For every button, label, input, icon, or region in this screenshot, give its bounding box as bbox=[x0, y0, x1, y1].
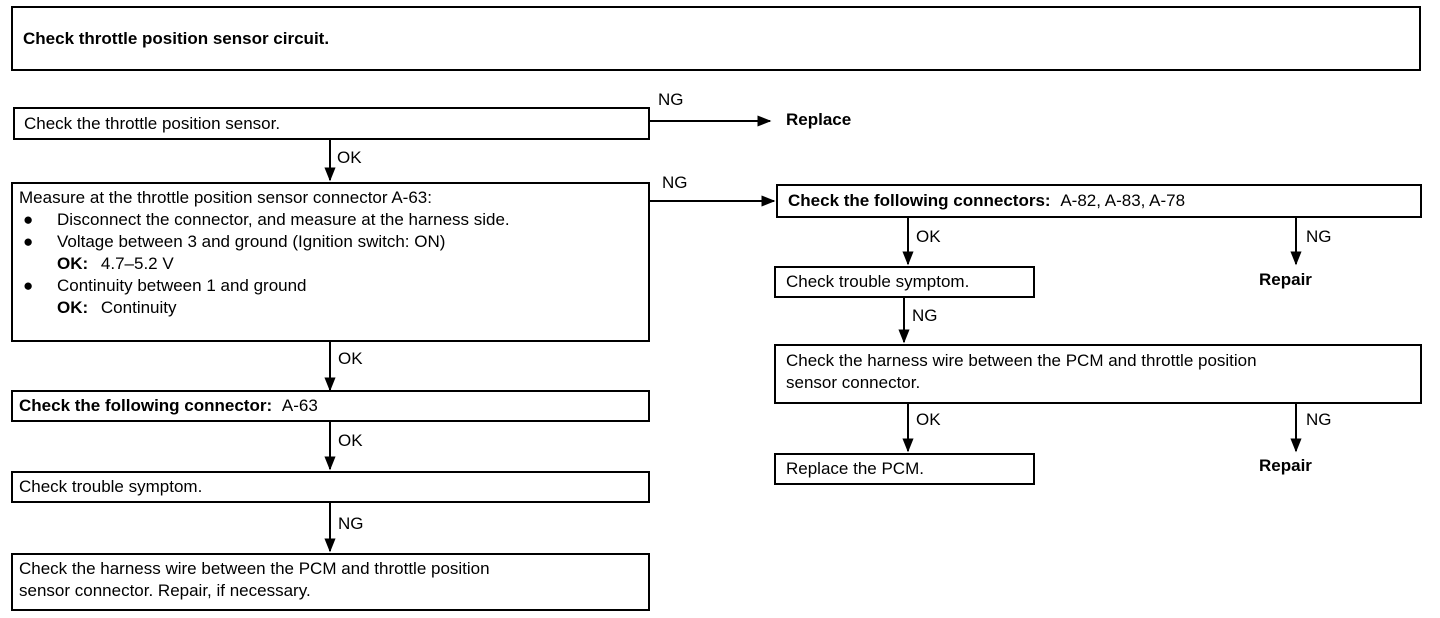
ok-label-r3: OK bbox=[916, 410, 941, 429]
check-harness-line-1: Check the harness wire between the PCM and throttle position bbox=[19, 559, 490, 578]
repair-result-1: Repair bbox=[1259, 270, 1312, 289]
check-sensor-text: Check the throttle position sensor. bbox=[24, 114, 281, 133]
ok-label-2: OK bbox=[338, 349, 363, 368]
ok-label-r1: OK bbox=[916, 227, 941, 246]
bullet-dot: ● bbox=[23, 210, 34, 229]
check-harness-right-line-1: Check the harness wire between the PCM and throttle position bbox=[786, 351, 1257, 370]
check-harness-line-2: sensor connector. Repair, if necessary. bbox=[19, 581, 311, 600]
check-connectors-box bbox=[776, 184, 1422, 218]
replace-pcm-text: Replace the PCM. bbox=[786, 459, 924, 478]
check-harness-right-line-2: sensor connector. bbox=[786, 373, 921, 392]
ok-label-3: OK bbox=[338, 431, 363, 450]
check-symptom-text: Check trouble symptom. bbox=[19, 477, 203, 496]
replace-result: Replace bbox=[786, 110, 852, 129]
ok-spec-voltage: 4.7–5.2 V bbox=[100, 254, 174, 273]
check-connector-box bbox=[11, 390, 650, 422]
ng-label-r2: NG bbox=[912, 306, 938, 325]
check-connector-label: Check the following connector: bbox=[19, 396, 273, 415]
check-symptom-right-box bbox=[774, 266, 1035, 298]
ok-spec-continuity: Continuity bbox=[100, 298, 177, 317]
measure-bullet-3-spec bbox=[19, 297, 642, 319]
check-harness-right-box bbox=[774, 344, 1422, 404]
check-harness-box bbox=[11, 553, 650, 611]
replace-pcm-box bbox=[774, 453, 1035, 485]
ng-label-r1: NG bbox=[1306, 227, 1332, 246]
bullet-dot: ● bbox=[23, 232, 34, 251]
ok-label-1: OK bbox=[337, 148, 362, 167]
measure-bullet-2-text: Voltage between 3 and ground (Ignition switch: ON) bbox=[57, 232, 446, 251]
measure-bullet-2 bbox=[19, 231, 642, 253]
check-sensor-box bbox=[13, 107, 650, 140]
measure-bullet-3 bbox=[19, 275, 642, 297]
title-box bbox=[11, 6, 1421, 71]
check-connectors-label: Check the following connectors: bbox=[788, 191, 1051, 210]
check-symptom-box bbox=[11, 471, 650, 503]
ng-label-1: NG bbox=[658, 90, 684, 109]
ok-spec-label: OK: bbox=[57, 254, 89, 273]
ng-label-2: NG bbox=[662, 173, 688, 192]
ng-label-r3: NG bbox=[1306, 410, 1332, 429]
measure-bullet-3-text: Continuity between 1 and ground bbox=[57, 276, 307, 295]
page-title: Check throttle position sensor circuit. bbox=[23, 29, 330, 48]
check-connector-value: A-63 bbox=[281, 396, 318, 415]
measure-heading: Measure at the throttle position sensor connector A-63: bbox=[19, 188, 432, 207]
ng-label-4: NG bbox=[338, 514, 364, 533]
repair-result-2: Repair bbox=[1259, 456, 1312, 475]
check-connectors-value: A-82, A-83, A-78 bbox=[1060, 191, 1186, 210]
bullet-dot: ● bbox=[23, 276, 34, 295]
measure-bullet-2-spec bbox=[19, 253, 642, 275]
check-symptom-right-text: Check trouble symptom. bbox=[786, 272, 970, 291]
measure-bullet-1-text: Disconnect the connector, and measure at the harness side. bbox=[57, 210, 510, 229]
ok-spec-label: OK: bbox=[57, 298, 89, 317]
measure-box bbox=[11, 182, 650, 342]
measure-bullet-1 bbox=[19, 209, 642, 231]
